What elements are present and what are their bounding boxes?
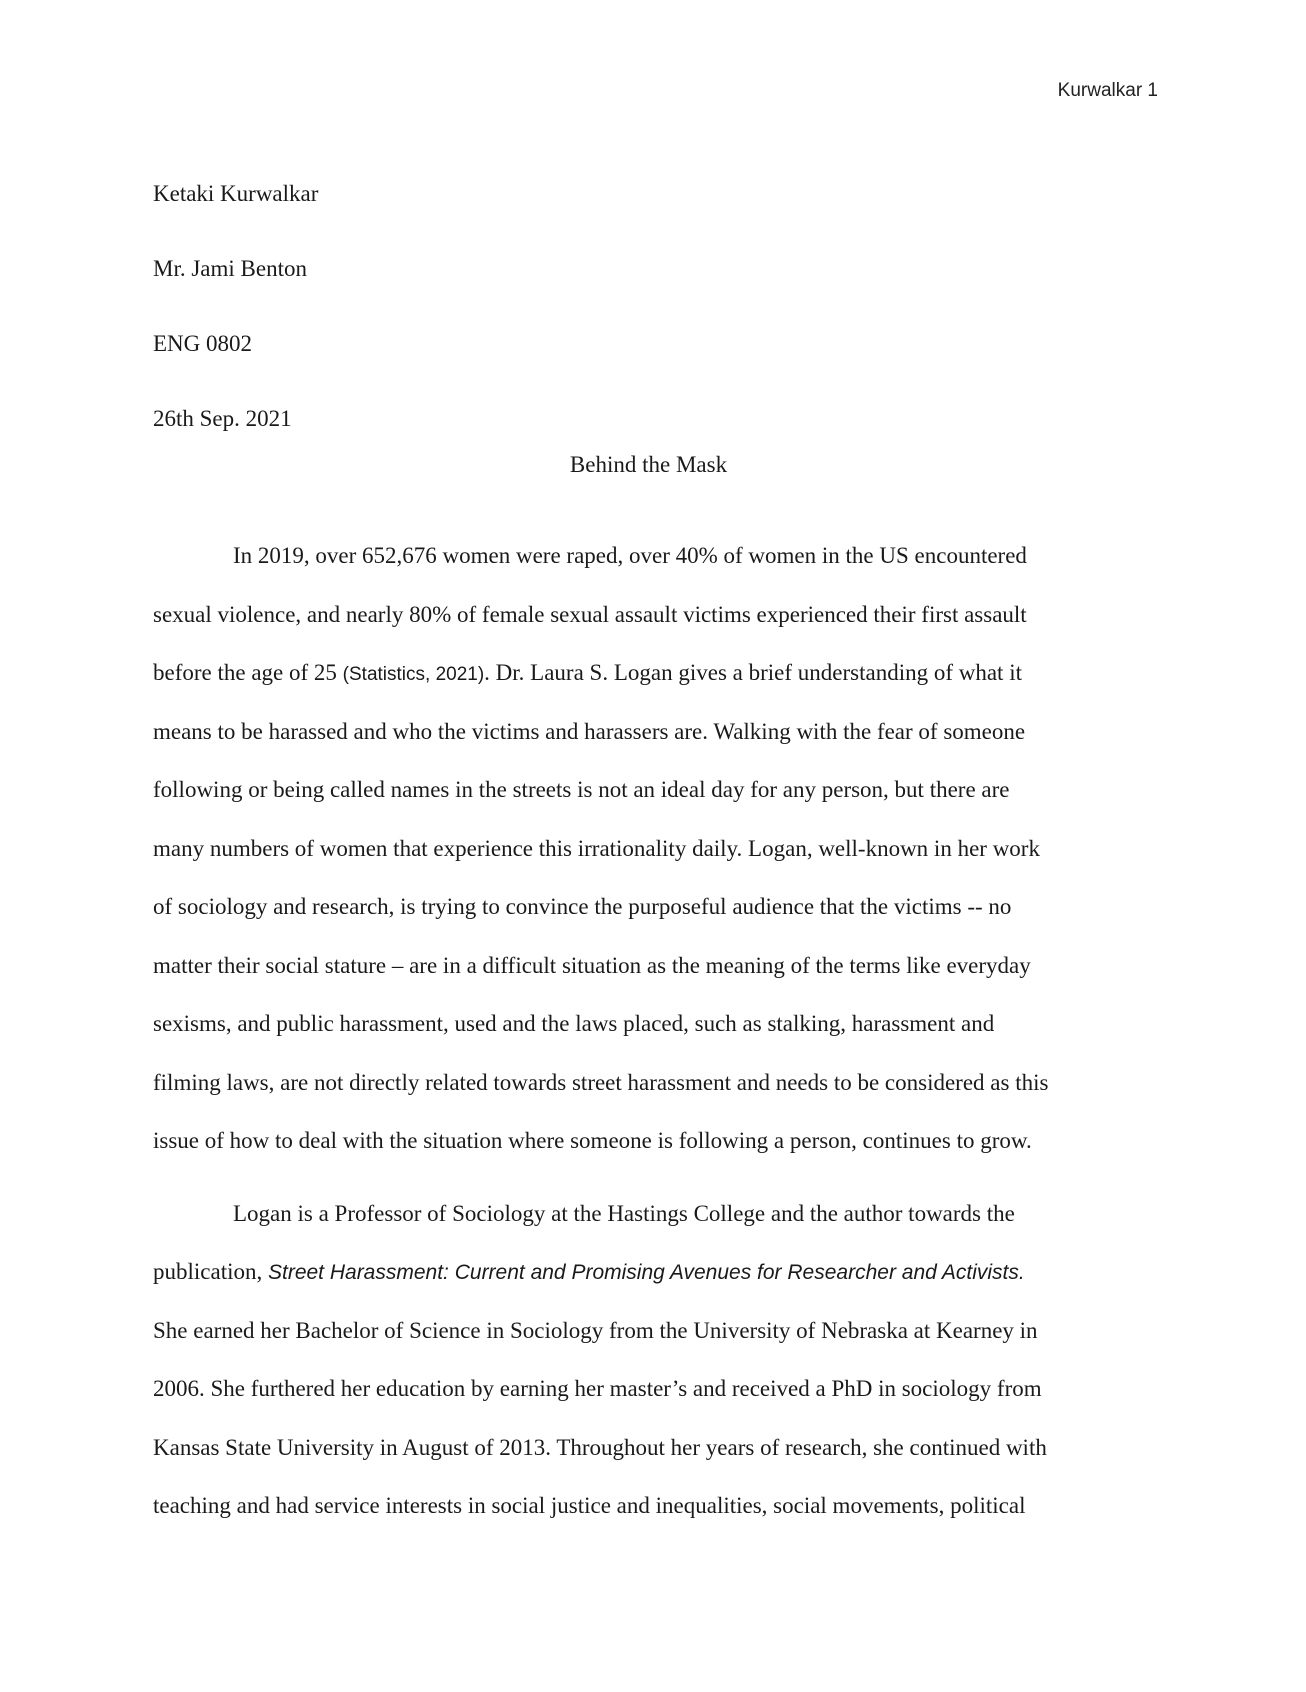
paragraph-line: filming laws, are not directly related towards street harassment and needs to be considered as this xyxy=(153,1069,1049,1095)
paragraph-line: 2006. She furthered her education by earning her master’s and received a PhD in sociology from xyxy=(153,1376,1042,1401)
paragraph-line: teaching and had service interests in social justice and inequalities, social movements, political xyxy=(153,1493,1026,1518)
paragraph-line: sexisms, and public harassment, used and the laws placed, such as stalking, harassment and xyxy=(153,1011,995,1036)
paragraph-2 xyxy=(153,1185,1144,1536)
paragraph-line: issue of how to deal with the situation where someone is following a person, continues to grow. xyxy=(153,1128,1032,1153)
running-head: Kurwalkar 1 xyxy=(1057,80,1158,101)
paragraph-line: She earned her Bachelor of Science in Sociology from the University of Nebraska at Kearney in xyxy=(153,1317,1038,1343)
paragraph-line: Logan is a Professor of Sociology at the Hastings College and the author towards the xyxy=(233,1200,1015,1226)
mla-heading xyxy=(153,156,1153,456)
paragraph-line: In 2019, over 652,676 women were raped, over 40% of women in the US encountered xyxy=(233,543,1027,568)
paragraph-line: sexual violence, and nearly 80% of female sexual assault victims experienced their first assault xyxy=(153,601,1027,627)
paragraph-line: means to be harassed and who the victims and harassers are. Walking with the fear of someone xyxy=(153,718,1026,744)
paragraph-line: many numbers of women that experience this irrationality daily. Logan, well-known in her work xyxy=(153,835,1040,861)
author-name: Ketaki Kurwalkar xyxy=(153,181,319,206)
submission-date: 26th Sep. 2021 xyxy=(153,406,292,431)
paragraph-line: matter their social stature – are in a difficult situation as the meaning of the terms like everyday xyxy=(153,952,1031,978)
paragraph-line xyxy=(153,644,1144,703)
text-span: publication, xyxy=(153,1259,268,1284)
essay-title: Behind the Mask xyxy=(569,452,728,477)
text-span: before the age of 25 xyxy=(153,660,343,685)
paragraph-line: following or being called names in the streets is not an ideal day for any person, but there are xyxy=(153,777,1010,802)
in-text-citation: (Statistics, 2021) xyxy=(342,664,485,685)
course-code: ENG 0802 xyxy=(153,331,253,356)
paragraph-line: of sociology and research, is trying to convince the purposeful audience that the victims -- no xyxy=(153,894,1012,919)
publication-title: Street Harassment: Current and Promising Avenues for Researcher and Activists. xyxy=(267,1261,1025,1284)
instructor-name: Mr. Jami Benton xyxy=(153,256,307,281)
paragraph-gap xyxy=(153,1171,1144,1185)
paragraph-line xyxy=(153,1243,1144,1302)
essay-body xyxy=(153,527,1144,1536)
paragraph-1 xyxy=(153,527,1144,1171)
paragraph-line: Kansas State University in August of 2013. Throughout her years of research, she continued with xyxy=(153,1434,1047,1460)
text-span: . Dr. Laura S. Logan gives a brief understanding of what it xyxy=(484,660,1022,685)
